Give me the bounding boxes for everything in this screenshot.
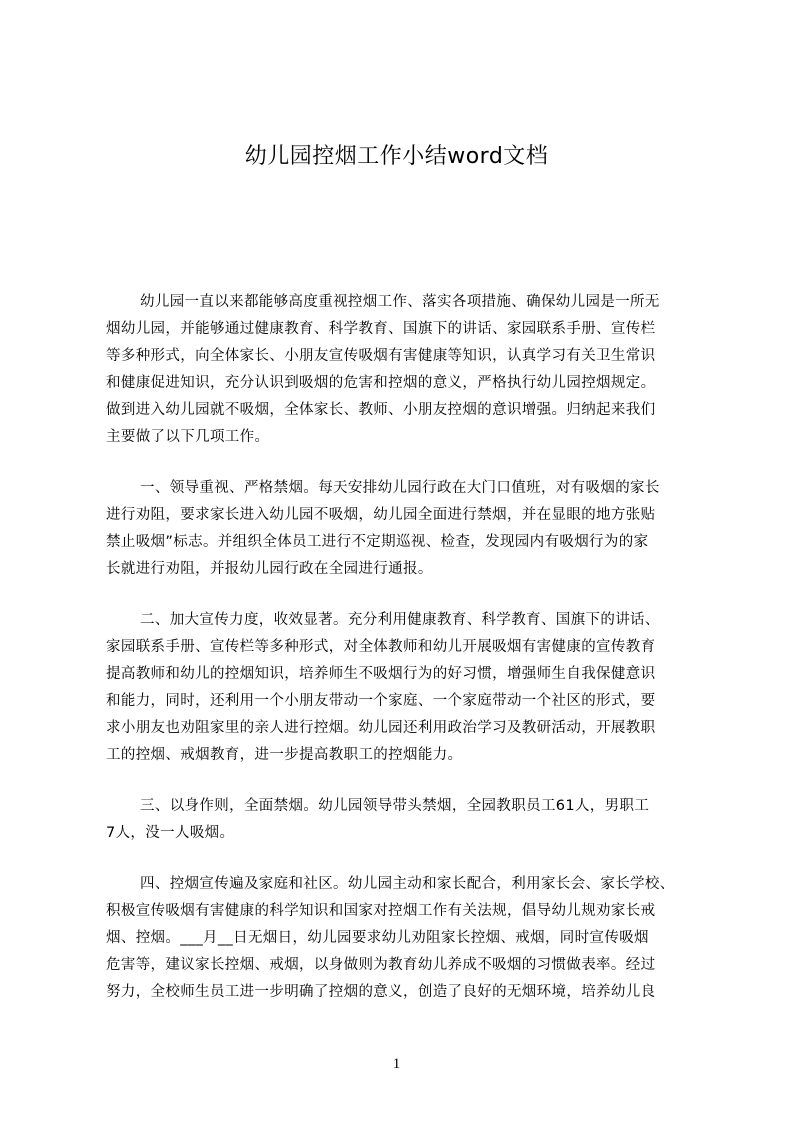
paragraph-5-line-2: 积极宣传吸烟有害健康的科学知识和国家对控烟工作有关法规，倡导幼儿规劝家长戒 (106, 903, 656, 919)
paragraph-2-line-2: 进行劝阻，要求家长进入幼儿园不吸烟，幼儿园全面进行禁烟，并在显眼的地方张贴 (106, 507, 656, 523)
paragraph-4-line-2: 7人，没一人吸烟。 (106, 825, 235, 841)
paragraph-4-line-1: 三、以身作则，全面禁烟。幼儿园领导带头禁烟，全园教职员工61人，男职工 (140, 798, 650, 814)
paragraph-1-line-4: 和健康促进知识，充分认识到吸烟的危害和控烟的意义，严格执行幼儿园控烟规定。 (106, 375, 656, 391)
paragraph-5-line-5: 努力，全校师生员工进一步明确了控烟的意义，创造了良好的无烟环境，培养幼儿良 (106, 984, 656, 1000)
paragraph-3-line-6: 工的控烟、戒烟教育，进一步提高教职工的控烟能力。 (106, 747, 463, 763)
paragraph-1-line-5: 做到进入幼儿园就不吸烟，全体家长、教师、小朋友控烟的意识增强。归纳起来我们 (106, 402, 656, 418)
paragraph-5-line-1: 四、控烟宣传遍及家庭和社区。幼儿园主动和家长配合，利用家长会、家长学校、 (140, 876, 675, 892)
paragraph-2-line-4: 长就进行劝阻，并报幼儿园行政在全园进行通报。 (106, 561, 433, 577)
paragraph-1-line-3: 等多种形式，向全体家长、小朋友宣传吸烟有害健康等知识，认真学习有关卫生常识 (106, 348, 656, 364)
paragraph-1-line-2: 烟幼儿园，并能够通过健康教育、科学教育、国旗下的讲话、家园联系手册、宣传栏 (106, 321, 656, 337)
page-number: 1 (392, 1056, 401, 1072)
paragraph-5-line-4: 危害等，建议家长控烟、戒烟，以身做则为教育幼儿养成不吸烟的习惯做表率。经过 (106, 957, 656, 973)
paragraph-3-line-4: 和能力，同时，还利用一个小朋友带动一个家庭、一个家庭带动一个社区的形式，要 (106, 693, 656, 709)
paragraph-3-line-2: 家园联系手册、宣传栏等多种形式，对全体教师和幼儿开展吸烟有害健康的宣传教育 (106, 639, 656, 655)
paragraph-3-line-3: 提高教师和幼儿的控烟知识，培养师生不吸烟行为的好习惯，增强师生自我保健意识 (106, 666, 656, 682)
paragraph-2-line-3: 禁止吸烟”标志。并组织全体员工进行不定期巡视、检查，发现园内有吸烟行为的家 (106, 534, 649, 550)
paragraph-1-line-6: 主要做了以下几项工作。 (106, 429, 270, 445)
paragraph-3-line-5: 求小朋友也劝阻家里的亲人进行控烟。幼儿园还利用政治学习及教研活动，开展教职 (106, 720, 656, 736)
paragraph-2-line-1: 一、领导重视、严格禁烟。每天安排幼儿园行政在大门口值班，对有吸烟的家长 (140, 480, 660, 496)
paragraph-5-line-3: 烟、控烟。___月__日无烟日，幼儿园要求幼儿劝阻家长控烟、戒烟，同时宣传吸烟 (106, 930, 649, 946)
paragraph-1-line-1: 幼儿园一直以来都能够高度重视控烟工作、落实各项措施、确保幼儿园是一所无 (140, 294, 660, 310)
document-title: 幼儿园控烟工作小结word文档 (244, 144, 549, 169)
paragraph-3-line-1: 二、加大宣传力度，收效显著。充分利用健康教育、科学教育、国旗下的讲话、 (140, 612, 660, 628)
